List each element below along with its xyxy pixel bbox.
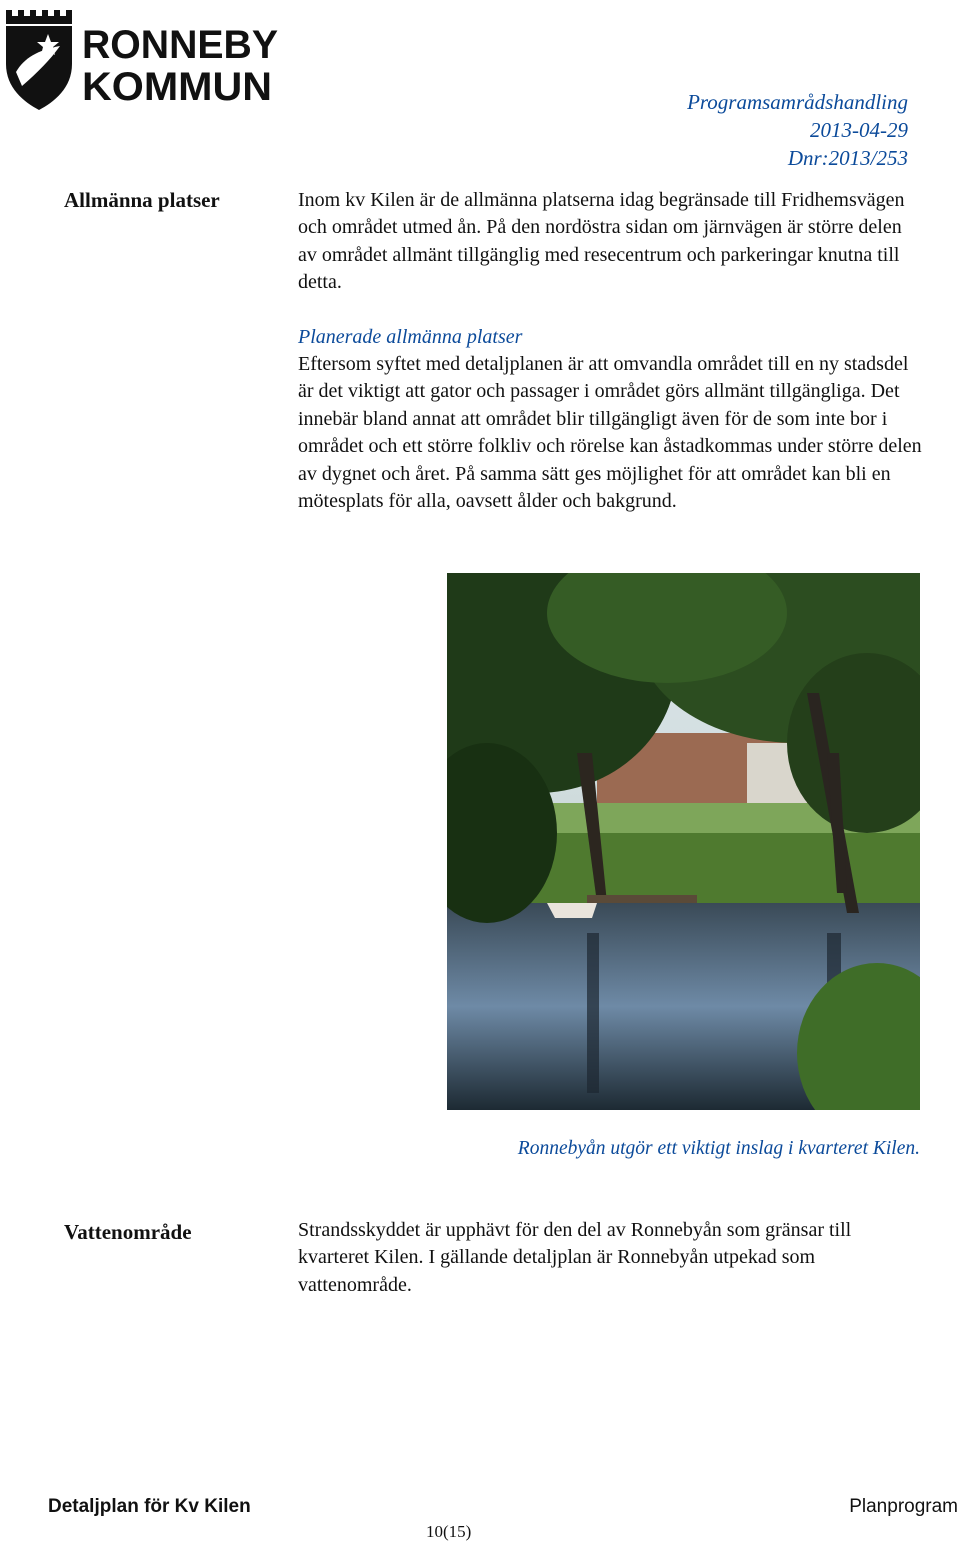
coat-of-arms-icon [6, 10, 72, 110]
paragraph: Inom kv Kilen är de allmänna platserna idag begränsade till Fridhemsvägen och området utmed ån. På den nordöstra sidan om järnvägen är större delen av området allmänt tillgänglig med resecentrum och parkeringar knutna till detta. [298, 189, 905, 294]
logo-line1: RONNEBY [82, 23, 279, 67]
section-title-vattenomrade: Vattenområde [64, 1220, 192, 1244]
section-title-allmanna-platser: Allmänna platser [64, 188, 220, 212]
footer-doc-type: Planprogram [849, 1496, 958, 1517]
river-photo [447, 573, 920, 1110]
document-meta [687, 88, 908, 172]
document-date: 2013-04-29 [810, 118, 908, 142]
paragraph: Strandsskyddet är upphävt för den del av Ronnebyån som gränsar till kvarteret Kilen. I gällande detaljplan är Ronnebyån utpekad som vattenområde. [298, 1219, 852, 1296]
logo-line2: KOMMUN [82, 65, 272, 109]
footer-title: Detaljplan för Kv Kilen [48, 1496, 251, 1517]
page-number: 10(15) [426, 1522, 472, 1541]
subheading: Planerade allmänna platser [298, 325, 523, 348]
document-type: Programsamrådshandling [687, 90, 908, 114]
paragraph: Eftersom syftet med detaljplanen är att omvandla området till en ny stadsdel är det viktigt att gator och passager i området görs allmänt tillgängliga. Det innebär bland annat att området blir tillgängligt även för de som inte bor i området och ett större folkliv och rörelse kan åstadkommas under större delen av dygnet och året. På samma sätt ges möjlighet för att området kan bli en mötesplats för alla, oavsett ålder och bakgrund. [298, 353, 922, 513]
document-number: Dnr:2013/253 [787, 146, 908, 170]
section-body-vattenomrade [298, 1217, 908, 1299]
section-body-allmanna-platser [298, 187, 928, 515]
ronneby-kommun-logo [2, 2, 282, 114]
photo-caption: Ronnebyån utgör ett viktigt inslag i kvarteret Kilen. [517, 1138, 920, 1159]
